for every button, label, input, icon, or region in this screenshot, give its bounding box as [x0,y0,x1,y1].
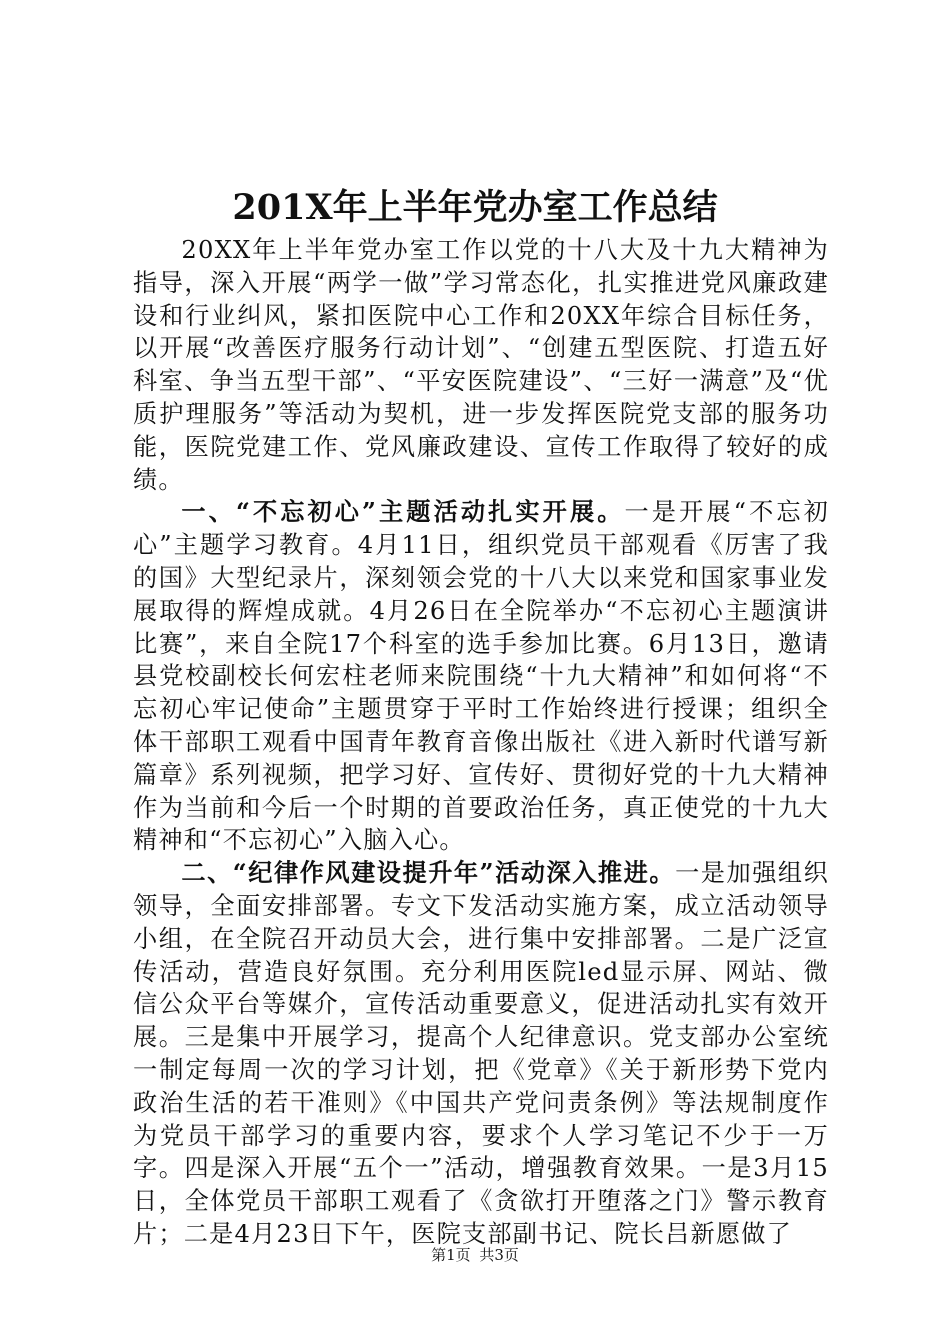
section-paragraph-2 [133,857,829,1251]
document-body [133,234,829,1251]
section-text-1: 一是开展“不忘初心”主题学习教育。4月11日，组织党员干部观看《厉害了我的国》大型纪录片，深刻领会党的十八大以来党和国家事业发展取得的辉煌成就。4月26日在全院举办“不忘初心主题演讲比赛”，来自全院17个科室的选手参加比赛。6月13日，邀请县党校副校长何宏柱老师来院围绕“十九大精神”和如何将“不忘初心牢记使命”主题贯穿于平时工作始终进行授课；组织全体干部职工观看中国青年教育音像出版社《进入新时代谱写新篇章》系列视频，把学习好、宣传好、贯彻好党的十九大精神作为当前和今后一个时期的首要政治任务，真正使党的十九大精神和“不忘初心”入脑入心。 [133,498,830,855]
section-heading-1: 一、“不忘初心”主题活动扎实开展。 [181,497,625,527]
page-number-footer: 第1页 共3页 [431,1246,519,1264]
section-heading-2: 二、“纪律作风建设提升年”活动深入推进。 [181,858,676,888]
document-title: 201X年上半年党办室工作总结 [232,187,718,228]
section-text-2: 一是加强组织领导，全面安排部署。专文下发活动实施方案，成立活动领导小组，在全院召开动员大会，进行集中安排部署。二是广泛宣传活动，营造良好氛围。充分利用医院led显示屏、网站、微信公众平台等媒介，宣传活动重要意义，促进活动扎实有效开展。三是集中开展学习，提高个人纪律意识。党支部办公室统一制定每周一次的学习计划，把《党章》《关于新形势下党内政治生活的若干准则》《中国共产党问责条例》等法规制度作为党员干部学习的重要内容，要求个人学习笔记不少于一万字。四是深入开展“五个一”活动，增强教育效果。一是3月15日，全体党员干部职工观看了《贪欲打开堕落之门》警示教育片；二是4月23日下午，医院支部副书记、院长吕新愿做了 [133,859,830,1248]
section-paragraph-1 [133,496,829,857]
intro-paragraph: 20XX年上半年党办室工作以党的十八大及十九大精神为指导，深入开展“两学一做”学习常态化，扎实推进党风廉政建设和行业纠风，紧扣医院中心工作和20XX年综合目标任务，以开展“改善医疗服务行动计划”、“创建五型医院、打造五好科室、争当五型干部”、“平安医院建设”、“三好一满意”及“优质护理服务”等活动为契机，进一步发挥医院党支部的服务功能，医院党建工作、党风廉政建设、宣传工作取得了较好的成绩。 [133,236,829,494]
